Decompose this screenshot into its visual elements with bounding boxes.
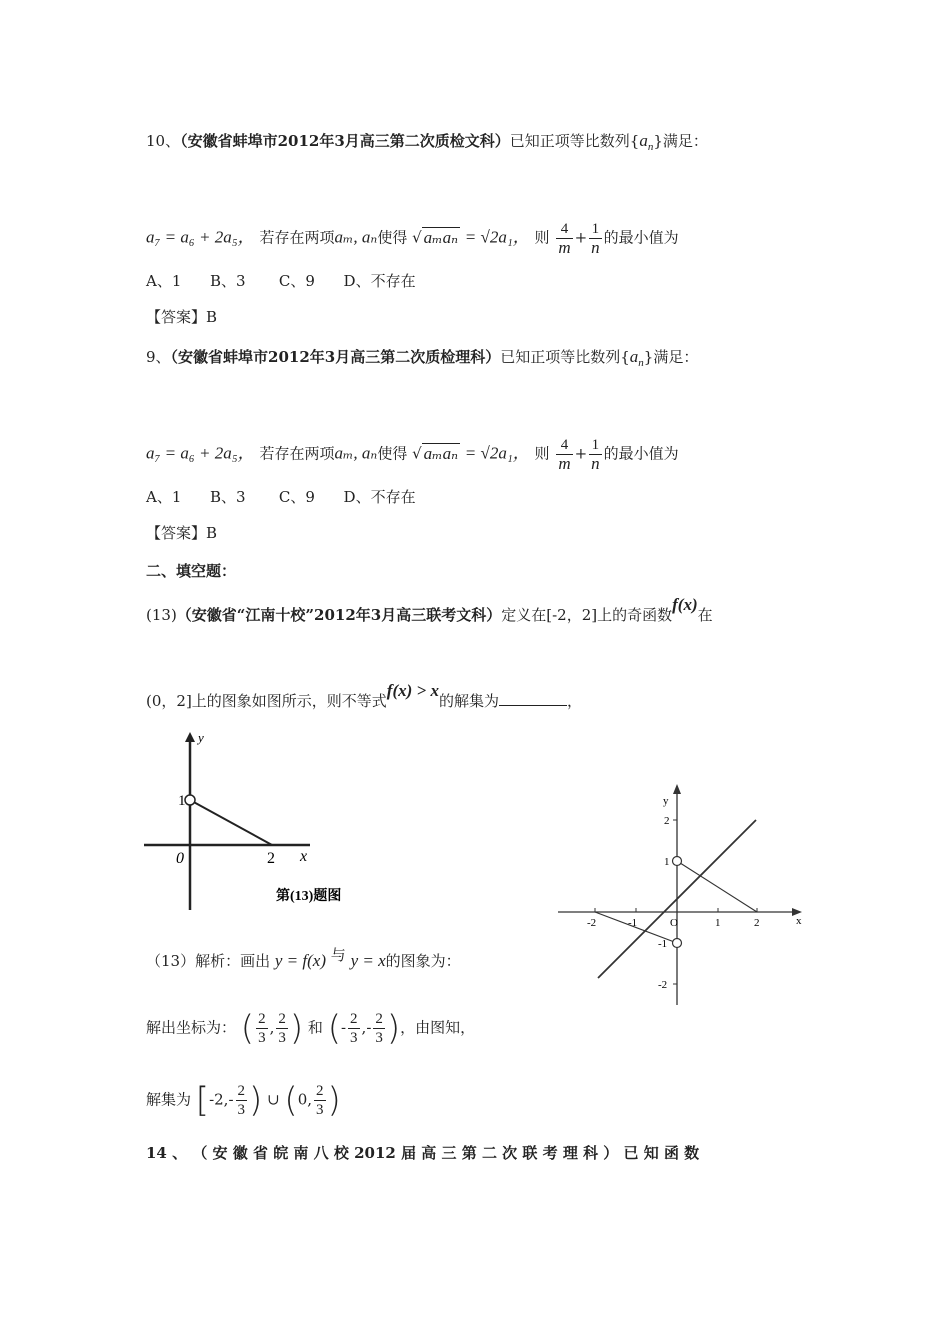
q9-cond1: a₇ = a₆ + 2a₅， bbox=[146, 443, 255, 463]
q10-eq: = √2a₁， bbox=[464, 227, 530, 247]
coord2-open: ( bbox=[327, 1008, 341, 1049]
q9-stem: 已知正项等比数列{ bbox=[500, 348, 630, 366]
fig1-x-label: x bbox=[300, 848, 308, 865]
set2-den: 3 bbox=[316, 1102, 324, 1118]
coord1-close: ) bbox=[289, 1008, 304, 1049]
q10-plus: + bbox=[574, 228, 588, 247]
q9-seq-sub: n bbox=[638, 357, 644, 369]
set-label: 解集为 bbox=[146, 1090, 192, 1109]
q9-frac1-num: 4 bbox=[556, 436, 572, 455]
q9-number: 9、 bbox=[146, 348, 171, 366]
set2-frac bbox=[314, 1082, 326, 1119]
set2-close: ) bbox=[327, 1080, 341, 1121]
q13-source: （安徽省“江南十校”2012年3月高三联考文科） bbox=[176, 606, 502, 624]
solution-line1 bbox=[146, 946, 461, 972]
fig2-y-label: y bbox=[663, 795, 669, 807]
solution-end: 的图象为： bbox=[385, 952, 461, 970]
q10-cond1: a₇ = a₆ + 2a₅， bbox=[146, 227, 255, 247]
coord1-x-den: 3 bbox=[258, 1030, 266, 1046]
q10-frac2-num: 1 bbox=[589, 220, 602, 239]
q9-frac1-den: m bbox=[558, 454, 571, 473]
solution-figure bbox=[552, 780, 812, 1010]
q9-plus: + bbox=[574, 444, 588, 463]
q9-frac2-num: 1 bbox=[589, 436, 602, 455]
coord1-x bbox=[256, 1010, 268, 1047]
q10-frac2 bbox=[589, 220, 602, 257]
q10-stem: 已知正项等比数列{ bbox=[509, 132, 640, 150]
fig1-tick-1: 1 bbox=[178, 793, 186, 809]
fig1-caption: 第(13)题图 bbox=[276, 889, 342, 904]
q9-eq: = √2a₁， bbox=[464, 443, 530, 463]
figure-13 bbox=[140, 730, 380, 915]
solution-mid: 与 bbox=[330, 946, 346, 964]
solution-intro: （13）解析：画出 bbox=[146, 952, 271, 970]
q10-frac1 bbox=[556, 220, 572, 257]
fig2-open-point-bottom bbox=[673, 939, 682, 948]
q13-line2 bbox=[146, 681, 582, 712]
q9-sqrt: aₘaₙ bbox=[423, 443, 458, 463]
q10-cond2: 若存在两项 bbox=[259, 228, 335, 247]
coords-label: 解出坐标为： bbox=[146, 1018, 237, 1037]
q10-number: 10、 bbox=[146, 132, 181, 150]
q13-line2c: ， bbox=[566, 692, 582, 710]
section-heading: 二、填空题： bbox=[146, 562, 237, 580]
q10-frac1-num: 4 bbox=[556, 220, 572, 239]
q10-source: （安徽省蚌埠市2012年3月高三第二次质检文科） bbox=[180, 132, 510, 150]
coord1-y bbox=[276, 1010, 288, 1047]
q9-stem-end: }满足： bbox=[643, 348, 699, 366]
q9-seq: a bbox=[629, 347, 639, 366]
solution-line2: 解出坐标为： ( $\frac{2}{3}$ , $\frac{2}{3}$ ) 和 (- $\frac{2}{3}$ ,- $\frac{2}{3}$ )，由图知， bbox=[146, 1008, 476, 1049]
q9-answer: 【答案】B bbox=[146, 524, 218, 542]
q14-line: 14 、 （ 安 徽 省 皖 南 八 校 2012 届 高 三 第 二 次 联 考 理 科 ） 已 知 函 数 bbox=[146, 1144, 700, 1162]
set1-close: ) bbox=[249, 1080, 263, 1121]
set1-num: 2 bbox=[237, 1083, 246, 1099]
set1-open: [ bbox=[195, 1080, 210, 1121]
q13-stem-end: 在 bbox=[697, 606, 713, 624]
fig1-origin: 0 bbox=[176, 850, 184, 867]
q13-stem: 定义在[-2，2]上的奇函数 bbox=[501, 606, 673, 624]
q10-frac1-den: m bbox=[558, 238, 571, 257]
fig2-tick-x-1: 1 bbox=[715, 917, 721, 929]
q10-line2: a₇ = a₆ + 2a₅， 若存在两项aₘ, aₙ使得 √ aₘaₙ = √2a₁， 则 $\frac{4}{m}$ + $\frac{1}{n}$ 的最小值为 bbox=[146, 221, 679, 257]
q10-cond3: aₘ, aₙ bbox=[334, 227, 378, 247]
coord1-y-num: 2 bbox=[278, 1011, 286, 1027]
fig2-tick-x-neg2: -2 bbox=[587, 917, 597, 929]
q9-options: A、1 B、3 C、9 D、不存在 bbox=[146, 488, 416, 506]
q10-seq-sub: n bbox=[647, 141, 654, 153]
fig2-ticks bbox=[595, 820, 757, 984]
coord2-x-sign: - bbox=[340, 1018, 347, 1037]
fig1-y-label: y bbox=[198, 730, 204, 745]
q9-line2: a₇ = a₆ + 2a₅， 若存在两项aₘ, aₙ使得 √ aₘaₙ = √2a₁， 则 $\frac{4}{m}$ + $\frac{1}{n}$ 的最小值为 bbox=[146, 437, 679, 473]
q9-cond2: 若存在两项 bbox=[259, 444, 335, 463]
q13-line1 bbox=[146, 595, 713, 626]
coord2-y-sign: - bbox=[366, 1018, 372, 1037]
q10-line1 bbox=[146, 130, 708, 158]
coord1-y-den: 3 bbox=[278, 1030, 286, 1046]
fig1-y-arrow bbox=[185, 732, 195, 742]
coord1-x-num: 2 bbox=[258, 1011, 266, 1027]
fig2-tick-y-1: 1 bbox=[664, 856, 670, 868]
q10-cond4: 使得 bbox=[377, 228, 408, 247]
q10-stem-end: }满足： bbox=[653, 132, 708, 150]
coord1-open: ( bbox=[240, 1008, 255, 1049]
q9-cond4: 使得 bbox=[377, 444, 408, 463]
q13-line2a: (0，2]上的图象如图所示，则不等式 bbox=[146, 692, 387, 710]
q13-line2b: 的解集为 bbox=[438, 692, 499, 710]
fig2-tick-x-neg1: -1 bbox=[628, 917, 638, 929]
q10-tail: 的最小值为 bbox=[603, 228, 679, 247]
q10-sqrt: aₘaₙ bbox=[423, 227, 458, 247]
q9-frac2 bbox=[589, 436, 602, 473]
q9-line1 bbox=[146, 346, 698, 374]
fig2-y-arrow bbox=[673, 784, 681, 794]
q13-ineq: f(x) > x bbox=[386, 681, 439, 700]
fig2-x-label: x bbox=[796, 915, 802, 927]
fig2-tick-y-neg2: -2 bbox=[658, 979, 668, 991]
q10-then: 则 bbox=[534, 228, 550, 247]
q9-frac2-den: n bbox=[591, 454, 600, 473]
fig2-tick-y-neg1: -1 bbox=[658, 938, 668, 950]
solution-f2: y = x bbox=[350, 951, 386, 970]
set1-left: -2,- bbox=[209, 1090, 234, 1109]
set2-num: 2 bbox=[316, 1083, 324, 1099]
fig1-graph-line bbox=[190, 800, 272, 845]
q9-tail: 的最小值为 bbox=[603, 444, 679, 463]
fig1-tick-2: 2 bbox=[267, 850, 275, 867]
fig2-tick-y-2: 2 bbox=[664, 815, 670, 827]
union-symbol: ∪ bbox=[267, 1090, 280, 1109]
q10-seq: a bbox=[639, 131, 648, 150]
q9-source: （安徽省蚌埠市2012年3月高三第二次质检理科） bbox=[170, 348, 501, 366]
coord2-close: ) bbox=[386, 1008, 401, 1049]
q13-fx: f(x) bbox=[672, 595, 698, 614]
coord2-y bbox=[373, 1010, 385, 1047]
coords-end: ，由图知， bbox=[400, 1018, 476, 1037]
q13-number: (13) bbox=[146, 606, 177, 624]
set2-left: 0, bbox=[297, 1090, 312, 1109]
q9-then: 则 bbox=[534, 444, 550, 463]
fig1-open-point bbox=[185, 795, 195, 805]
solution-f1: y = f(x) bbox=[274, 951, 326, 970]
q10-options: A、1 B、3 C、9 D、不存在 bbox=[146, 272, 416, 290]
q10-answer: 【答案】B bbox=[146, 308, 218, 326]
set1-den: 3 bbox=[237, 1102, 246, 1118]
set1-frac bbox=[236, 1082, 248, 1119]
fig2-open-point-top bbox=[673, 857, 682, 866]
coord2-y-den: 3 bbox=[375, 1030, 383, 1046]
fig2-tick-x-2: 2 bbox=[754, 917, 760, 929]
solution-line3 bbox=[146, 1082, 341, 1119]
coord2-x bbox=[348, 1010, 360, 1047]
q9-frac1 bbox=[556, 436, 572, 473]
q10-frac2-den: n bbox=[591, 238, 600, 257]
coords-and: 和 bbox=[307, 1018, 323, 1037]
fig2-origin: O bbox=[670, 917, 678, 929]
coord2-x-num: 2 bbox=[350, 1011, 358, 1027]
coord2-y-num: 2 bbox=[375, 1011, 383, 1027]
q9-cond3: aₘ, aₙ bbox=[334, 443, 378, 463]
set2-open: ( bbox=[284, 1080, 298, 1121]
coord2-x-den: 3 bbox=[350, 1030, 358, 1046]
q13-answer-blank bbox=[499, 691, 567, 706]
